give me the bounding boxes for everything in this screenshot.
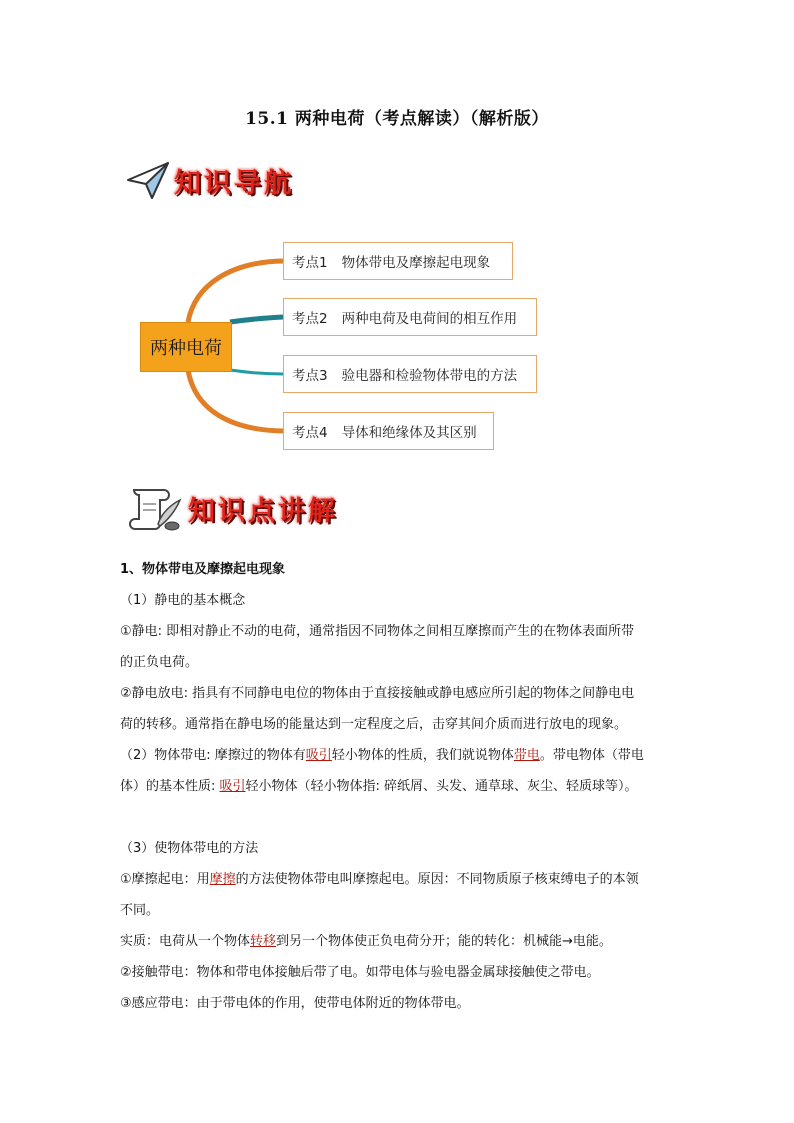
paragraph-line: 荷的转移。通常指在静电场的能量达到一定程度之后，击穿其间介质而进行放电的现象。	[120, 717, 628, 732]
banner-title: 知识点讲解	[188, 495, 338, 527]
answer-underlined: 吸引	[219, 779, 246, 794]
mindmap-root-node: 两种电荷	[140, 322, 232, 372]
text-run: ①摩擦起电：用	[120, 872, 210, 887]
branch-number: 考点1	[292, 255, 328, 271]
branch-label: 两种电荷及电荷间的相互作用	[341, 311, 518, 327]
paragraph-line: ①静电: 即相对静止不动的电荷，通常指因不同物体之间相互摩擦而产生的在物体表面所带	[120, 624, 635, 639]
answer-underlined: 带电	[513, 748, 540, 763]
connector-branch-4	[188, 370, 283, 431]
blank-line	[120, 802, 700, 833]
section-heading: 1、物体带电及摩擦起电现象	[120, 562, 286, 577]
branch-label: 物体带电及摩擦起电现象	[341, 255, 491, 271]
answer-underlined: 转移	[250, 934, 277, 949]
paragraph-line	[120, 740, 700, 771]
knowledge-lecture-banner	[128, 484, 338, 532]
paragraph-line: ②静电放电: 指具有不同静电电位的物体由于直接接触或静电感应所引起的物体之间静电电	[120, 686, 635, 701]
text-run: 到另一个物体使正负电荷分开；能的转化：机械能→电能。	[276, 934, 612, 949]
paragraph-line: 的正负电荷。	[120, 655, 199, 670]
banner-title: 知识导航	[174, 167, 294, 199]
text-run: 的方法使物体带电叫摩擦起电。原因：不同物质原子核束缚电子的本领	[235, 872, 639, 887]
branch-label: 验电器和检验物体带电的方法	[341, 368, 518, 384]
paragraph-line	[120, 771, 700, 802]
paragraph-line	[120, 926, 700, 957]
connector-branch-3	[230, 370, 283, 374]
paper-plane-icon	[126, 160, 170, 200]
branch-number: 考点4	[292, 425, 328, 441]
mindmap-branch-3	[283, 355, 537, 393]
mindmap-branch-1	[283, 242, 513, 280]
text-run: 轻小物体（轻小物体指: 碎纸屑、头发、通草球、灰尘、轻质球等）。	[245, 779, 638, 794]
branch-number: 考点2	[292, 311, 328, 327]
text-run: （2）物体带电: 摩擦过的物体有	[120, 748, 306, 763]
branch-number: 考点3	[292, 368, 328, 384]
connector-branch-1	[188, 261, 283, 322]
connector-branch-2	[230, 317, 283, 322]
scroll-quill-icon	[128, 484, 184, 532]
text-run: 体）的基本性质:	[120, 779, 220, 794]
subheading: （1）静电的基本概念	[120, 593, 246, 608]
text-run: 。带电物体（带电	[539, 748, 644, 763]
subheading: （3）使物体带电的方法	[120, 841, 259, 856]
document-title: 15.1 两种电荷（考点解读）（解析版）	[245, 109, 549, 129]
answer-underlined: 摩擦	[209, 872, 236, 887]
text-run: 轻小物体的性质，我们就说物体	[331, 748, 514, 763]
mindmap-branch-2	[283, 298, 537, 336]
answer-underlined: 吸引	[305, 748, 332, 763]
paragraph-line: 不同。	[120, 903, 160, 918]
paragraph-line: ③感应带电：由于带电体的作用，使带电体附近的物体带电。	[120, 996, 470, 1011]
knowledge-navigation-banner	[126, 160, 294, 200]
text-run: 实质：电荷从一个物体	[120, 934, 251, 949]
paragraph-line	[120, 864, 700, 895]
paragraph-line: ②接触带电：物体和带电体接触后带了电。如带电体与验电器金属球接触使之带电。	[120, 965, 600, 980]
mindmap-branch-4	[283, 412, 494, 450]
branch-label: 导体和绝缘体及其区别	[341, 425, 477, 441]
lecture-content	[120, 554, 700, 1019]
